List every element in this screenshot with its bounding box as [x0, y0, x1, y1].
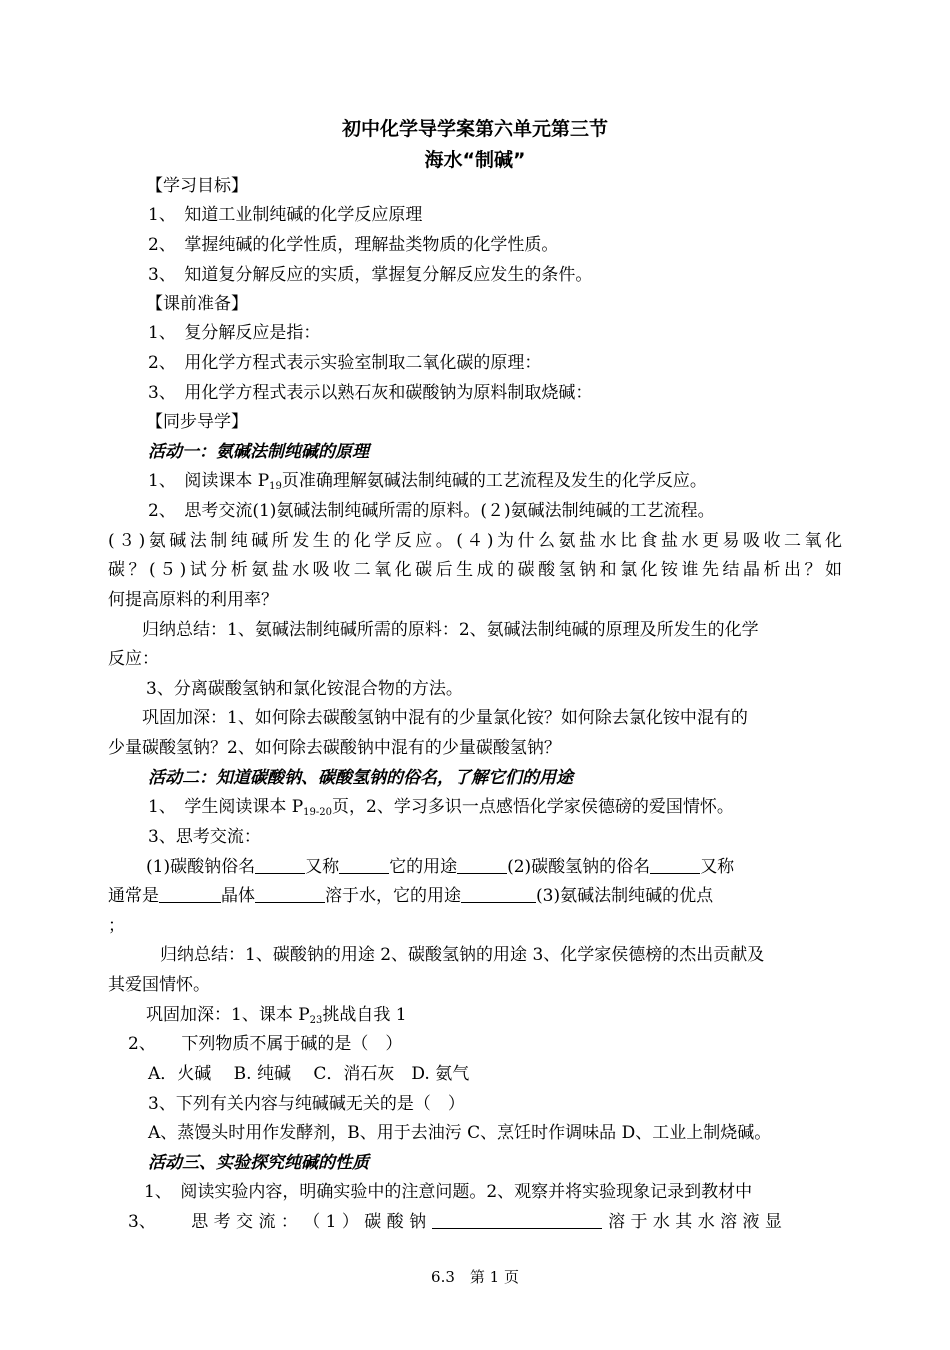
blank-field [255, 886, 325, 903]
prep-item-2: 2、 用化学方程式表示实验室制取二氧化碳的原理： [148, 353, 542, 373]
activity1-item2-line1: 2、 思考交流(1)氨碱法制纯碱所需的原料。(２)氨碱法制纯碱的工艺流程。 [148, 501, 715, 521]
activity1-deepen-line1: 巩固加深：1、如何除去碳酸氢钠中混有的少量氯化铵？如何除去氯化铵中混有的 [142, 708, 748, 728]
objective-item-1: 1、 知道工业制纯碱的化学反应原理 [148, 205, 423, 225]
objective-item-3: 3、 知道复分解反应的实质，掌握复分解反应发生的条件。 [148, 265, 593, 285]
activity1-title: 活动一：氨碱法制纯碱的原理 [148, 442, 369, 462]
question-crystal: 晶体 [221, 886, 255, 906]
objective-item-2: 2、 掌握纯碱的化学性质，理解盐类物质的化学性质。 [148, 235, 559, 255]
activity2-summary-line1: 归纳总结：1、碳酸钠的用途 2、碳酸氢钠的用途 3、化学家侯德榜的杰出贡献及 [160, 945, 765, 965]
question-also-called: 又称 [305, 857, 340, 877]
activity3-item3-number: 3、 [128, 1212, 156, 1232]
question-also-called-2: 又称 [700, 857, 735, 877]
activity1-item2-line2: (３)氨碱法制纯碱所发生的化学反应。(４)为什么氨盐水比食盐水更易吸收二氧化 [108, 531, 842, 551]
question-soluble-uses: 溶于水，它的用途 [325, 886, 461, 906]
blank-field [461, 886, 536, 903]
activity1-item1-text: 1、 阅读课本 P [148, 471, 270, 491]
objectives-header: 【学习目标】 [146, 176, 248, 196]
activity2-question-line3: ； [108, 916, 125, 936]
activity2-deepen-text-rest: 挑战自我 1 [322, 1005, 407, 1025]
activity1-item2-line4: 何提高原料的利用率？ [108, 590, 278, 610]
activity1-deepen-line2: 少量碳酸氢钠？2、如何除去碳酸钠中混有的少量碳酸氢钠？ [108, 738, 561, 758]
prep-item-3: 3、 用化学方程式表示以熟石灰和碳酸钠为原料制取烧碱： [148, 383, 593, 403]
activity2-item1-text: 1、 学生阅读课本 P [148, 797, 304, 817]
activity2-question2-options: A．火碱 B. 纯碱 C．消石灰 D. 氨气 [148, 1064, 470, 1084]
activity2-item1 [148, 796, 734, 824]
activity3-item1: 1、 阅读实验内容，明确实验中的注意问题。2、观察并将实验现象记录到教材中 [144, 1182, 753, 1202]
blank-field [159, 886, 221, 903]
activity1-item2-line3: 碳？(５)试分析氨盐水吸收二氧化碳后生成的碳酸氢钠和氯化铵谁先结晶析出？如 [108, 560, 842, 580]
activity3-item3 [128, 1211, 842, 1233]
prep-header: 【课前准备】 [146, 294, 248, 314]
activity1-item1-text-rest: 页准确理解氨碱法制纯碱的工艺流程及发生的化学反应。 [281, 471, 707, 491]
question-usually: 通常是 [108, 886, 159, 906]
activity3-title: 活动三、实验探究纯碱的性质 [148, 1153, 369, 1173]
activity2-question2: 2、 下列物质不属于碱的是（ ） [128, 1034, 403, 1054]
activity1-summary-line2: 反应： [108, 649, 159, 669]
activity2-question3: 3、下列有关内容与纯碱碱无关的是（ ） [148, 1094, 465, 1114]
question-bicarbonate-name: (2)碳酸氢钠的俗名 [507, 857, 651, 877]
activity2-item1-subscript: 19-20 [303, 807, 332, 818]
activity2-deepen-text: 巩固加深：1、课本 P [146, 1005, 310, 1025]
activity1-item1-subscript: 19 [269, 481, 282, 492]
blank-field [457, 857, 507, 874]
question-uses: 它的用途 [389, 857, 458, 877]
activity2-summary-line2: 其爱国情怀。 [108, 975, 210, 995]
activity1-summary-line3: 3、分离碳酸氢钠和氯化铵混合物的方法。 [146, 679, 463, 699]
guide-header: 【同步导学】 [146, 412, 248, 432]
blank-field [339, 857, 389, 874]
activity2-deepen-subscript: 23 [309, 1015, 323, 1026]
activity2-question-line2 [108, 885, 713, 907]
blank-field [650, 857, 700, 874]
activity2-question-line1 [146, 856, 734, 878]
page-footer: 6.3 第 1 页 [431, 1268, 519, 1286]
activity2-title: 活动二：知道碳酸钠、碳酸氢钠的俗名，了解它们的用途 [148, 768, 573, 788]
blank-field [255, 857, 305, 874]
document-subtitle: 海水“制碱” [424, 149, 526, 171]
activity2-item1-text-rest: 页，2、学习多识一点感悟化学家侯德磅的爱国情怀。 [332, 797, 734, 817]
prep-item-1: 1、 复分解反应是指： [148, 323, 321, 343]
activity1-summary-line1: 归纳总结：1、氨碱法制纯碱所需的原料：2、氨碱法制纯碱的原理及所发生的化学 [142, 620, 759, 640]
activity2-question3-options: A、蒸馒头时用作发酵剂，B、用于去油污 C、烹饪时作调味品 D、工业上制烧碱。 [148, 1123, 772, 1143]
activity2-deepen [146, 1004, 407, 1032]
question-ammonia-soda-advantages: (3)氨碱法制纯碱的优点 [536, 886, 714, 906]
activity3-item3-text: 思 考 交 流 ： （ 1 ） 碳 酸 钠 [191, 1212, 427, 1232]
blank-field [432, 1212, 602, 1229]
activity3-item3-text-rest: 溶 于 水 其 水 溶 液 显 [608, 1212, 782, 1232]
activity1-item1 [148, 470, 707, 498]
document-title: 初中化学导学案第六单元第三节 [341, 118, 608, 140]
question-sodium-carbonate-name: (1)碳酸钠俗名 [146, 857, 256, 877]
activity2-item3: 3、思考交流： [148, 827, 261, 847]
